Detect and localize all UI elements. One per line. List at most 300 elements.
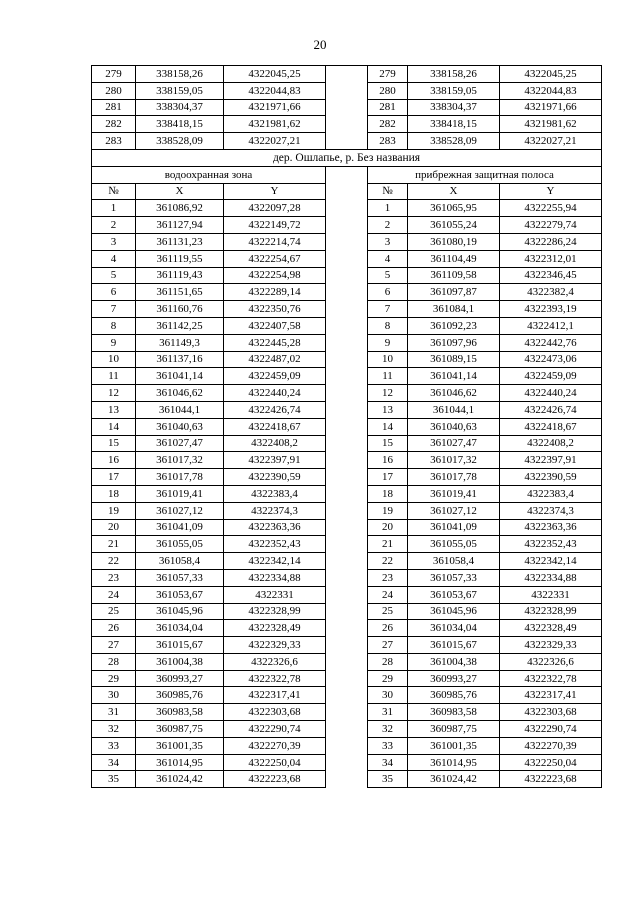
point-number-cell: 4 [368,250,408,267]
y-coordinate-cell: 4322044,83 [500,82,602,99]
point-number-cell: 6 [368,284,408,301]
y-coordinate-cell: 4322334,88 [224,569,326,586]
y-coordinate-cell: 4322473,06 [500,351,602,368]
column-gap [326,435,368,452]
point-number-cell: 23 [92,569,136,586]
table-row [92,771,602,788]
table-row [92,569,602,586]
section-title: дер. Ошлапье, р. Без названия [92,149,602,166]
y-coordinate-cell: 4322214,74 [224,233,326,250]
x-coordinate-cell: 338304,37 [136,99,224,116]
column-gap [326,233,368,250]
table-row [92,99,602,116]
table-row [92,435,602,452]
point-number-cell: 12 [368,385,408,402]
page-number: 20 [313,37,327,52]
table-row [92,82,602,99]
table-row [92,267,602,284]
point-number-cell: 3 [92,233,136,250]
point-number-cell: 30 [92,687,136,704]
column-gap [326,653,368,670]
x-coordinate-cell: 361053,67 [408,586,500,603]
y-coordinate-cell: 4321971,66 [224,99,326,116]
point-number-cell: 15 [92,435,136,452]
point-number-cell: 2 [92,217,136,234]
point-number-cell: 279 [92,66,136,83]
x-coordinate-cell: 361027,12 [136,502,224,519]
y-coordinate-cell: 4322270,39 [500,737,602,754]
x-coordinate-cell: 361024,42 [136,771,224,788]
table-row [92,721,602,738]
column-gap [326,721,368,738]
x-coordinate-cell: 361001,35 [408,737,500,754]
point-number-cell: 22 [368,553,408,570]
column-gap [326,82,368,99]
table-row [92,519,602,536]
point-number-cell: 32 [368,721,408,738]
x-coordinate-cell: 361014,95 [408,754,500,771]
point-number-cell: 29 [368,670,408,687]
x-coordinate-cell: 361142,25 [136,317,224,334]
x-coordinate-cell: 361131,23 [136,233,224,250]
x-coordinate-cell: 361034,04 [408,620,500,637]
y-coordinate-cell: 4322250,04 [224,754,326,771]
column-header-y: Y [500,183,602,200]
y-coordinate-cell: 4322326,6 [224,653,326,670]
table-row [92,301,602,318]
x-coordinate-cell: 361104,49 [408,250,500,267]
y-coordinate-cell: 4322250,04 [500,754,602,771]
y-coordinate-cell: 4322459,09 [500,368,602,385]
x-coordinate-cell: 361017,32 [136,452,224,469]
point-number-cell: 35 [92,771,136,788]
table-row [92,385,602,402]
column-gap [326,637,368,654]
point-number-cell: 3 [368,233,408,250]
x-coordinate-cell: 361019,41 [408,485,500,502]
column-gap [326,166,368,183]
x-coordinate-cell: 361041,14 [136,368,224,385]
y-coordinate-cell: 4322418,67 [500,418,602,435]
column-gap [326,569,368,586]
x-coordinate-cell: 361058,4 [408,553,500,570]
table-row [92,66,602,83]
table-row [92,401,602,418]
table-row [92,687,602,704]
y-coordinate-cell: 4322393,19 [500,301,602,318]
y-coordinate-cell: 4322254,98 [224,267,326,284]
y-coordinate-cell: 4322328,99 [224,603,326,620]
x-coordinate-cell: 361046,62 [408,385,500,402]
x-coordinate-cell: 361065,95 [408,200,500,217]
x-coordinate-cell: 361027,47 [136,435,224,452]
point-number-cell: 34 [368,754,408,771]
y-coordinate-cell: 4322027,21 [500,133,602,150]
y-coordinate-cell: 4321981,62 [224,116,326,133]
y-coordinate-cell: 4322383,4 [500,485,602,502]
point-number-cell: 1 [368,200,408,217]
y-coordinate-cell: 4322270,39 [224,737,326,754]
x-coordinate-cell: 361041,09 [136,519,224,536]
point-number-cell: 8 [368,317,408,334]
x-coordinate-cell: 361019,41 [136,485,224,502]
x-coordinate-cell: 361045,96 [408,603,500,620]
point-number-cell: 282 [92,116,136,133]
y-coordinate-cell: 4322290,74 [224,721,326,738]
x-coordinate-cell: 361044,1 [408,401,500,418]
x-coordinate-cell: 361015,67 [408,637,500,654]
x-coordinate-cell: 338418,15 [408,116,500,133]
x-coordinate-cell: 360983,58 [136,704,224,721]
y-coordinate-cell: 4322426,74 [500,401,602,418]
x-coordinate-cell: 338418,15 [136,116,224,133]
table-row [92,553,602,570]
point-number-cell: 16 [92,452,136,469]
column-gap [326,418,368,435]
x-coordinate-cell: 360985,76 [136,687,224,704]
point-number-cell: 11 [92,368,136,385]
x-coordinate-cell: 361017,78 [136,469,224,486]
point-number-cell: 28 [368,653,408,670]
x-coordinate-cell: 361109,58 [408,267,500,284]
x-coordinate-cell: 361017,32 [408,452,500,469]
column-gap [326,200,368,217]
column-gap [326,66,368,83]
y-coordinate-cell: 4322440,24 [224,385,326,402]
point-number-cell: 7 [368,301,408,318]
x-coordinate-cell: 361119,55 [136,250,224,267]
y-coordinate-cell: 4322317,41 [500,687,602,704]
y-coordinate-cell: 4322328,49 [224,620,326,637]
point-number-cell: 283 [92,133,136,150]
column-gap [326,670,368,687]
coordinates-table [91,65,602,788]
table-row [92,351,602,368]
y-coordinate-cell: 4322374,3 [224,502,326,519]
left-heading: водоохранная зона [92,166,326,183]
table-row [92,754,602,771]
column-gap [326,301,368,318]
y-coordinate-cell: 4322322,78 [224,670,326,687]
x-coordinate-cell: 360993,27 [136,670,224,687]
y-coordinate-cell: 4322445,28 [224,334,326,351]
y-coordinate-cell: 4322346,45 [500,267,602,284]
y-coordinate-cell: 4322223,68 [224,771,326,788]
column-header-x: X [136,183,224,200]
column-gap [326,368,368,385]
y-coordinate-cell: 4322044,83 [224,82,326,99]
y-coordinate-cell: 4322303,68 [224,704,326,721]
x-coordinate-cell: 361151,65 [136,284,224,301]
x-coordinate-cell: 361004,38 [136,653,224,670]
y-coordinate-cell: 4322334,88 [500,569,602,586]
point-number-cell: 6 [92,284,136,301]
x-coordinate-cell: 360987,75 [136,721,224,738]
y-coordinate-cell: 4322097,28 [224,200,326,217]
column-gap [326,334,368,351]
x-coordinate-cell: 361055,05 [136,536,224,553]
table-row [92,250,602,267]
point-number-cell: 25 [92,603,136,620]
point-number-cell: 18 [368,485,408,502]
y-coordinate-cell: 4322487,02 [224,351,326,368]
y-coordinate-cell: 4322352,43 [224,536,326,553]
column-gap [326,385,368,402]
y-coordinate-cell: 4322383,4 [224,485,326,502]
x-coordinate-cell: 361055,24 [408,217,500,234]
y-coordinate-cell: 4322342,14 [500,553,602,570]
column-gap [326,267,368,284]
point-number-cell: 30 [368,687,408,704]
point-number-cell: 28 [92,653,136,670]
x-coordinate-cell: 361046,62 [136,385,224,402]
x-coordinate-cell: 361027,12 [408,502,500,519]
y-coordinate-cell: 4322326,6 [500,653,602,670]
x-coordinate-cell: 361024,42 [408,771,500,788]
x-coordinate-cell: 361160,76 [136,301,224,318]
x-coordinate-cell: 361017,78 [408,469,500,486]
y-coordinate-cell: 4321971,66 [500,99,602,116]
point-number-cell: 17 [368,469,408,486]
point-number-cell: 34 [92,754,136,771]
y-coordinate-cell: 4322397,91 [500,452,602,469]
y-coordinate-cell: 4322363,36 [500,519,602,536]
point-number-cell: 33 [92,737,136,754]
column-gap [326,250,368,267]
table-row [92,603,602,620]
point-number-cell: 27 [92,637,136,654]
x-coordinate-cell: 361080,19 [408,233,500,250]
column-gap [326,620,368,637]
column-gap [326,401,368,418]
column-gap [326,502,368,519]
table-row [92,233,602,250]
x-coordinate-cell: 361014,95 [136,754,224,771]
point-number-cell: 8 [92,317,136,334]
point-number-cell: 5 [368,267,408,284]
point-number-cell: 25 [368,603,408,620]
column-gap [326,536,368,553]
y-coordinate-cell: 4322350,76 [224,301,326,318]
point-number-cell: 24 [368,586,408,603]
point-number-cell: 11 [368,368,408,385]
table-row [92,368,602,385]
table-row [92,670,602,687]
point-number-cell: 14 [92,418,136,435]
point-number-cell: 16 [368,452,408,469]
y-coordinate-cell: 4322374,3 [500,502,602,519]
x-coordinate-cell: 361053,67 [136,586,224,603]
x-coordinate-cell: 338304,37 [408,99,500,116]
table-row [92,418,602,435]
y-coordinate-cell: 4322045,25 [224,66,326,83]
y-coordinate-cell: 4322442,76 [500,334,602,351]
table-row [92,334,602,351]
column-header-number: № [368,183,408,200]
x-coordinate-cell: 361041,09 [408,519,500,536]
point-number-cell: 12 [92,385,136,402]
point-number-cell: 29 [92,670,136,687]
y-coordinate-cell: 4322045,25 [500,66,602,83]
table-row [92,284,602,301]
x-coordinate-cell: 361027,47 [408,435,500,452]
column-gap [326,586,368,603]
y-coordinate-cell: 4321981,62 [500,116,602,133]
x-coordinate-cell: 361040,63 [408,418,500,435]
y-coordinate-cell: 4322440,24 [500,385,602,402]
point-number-cell: 7 [92,301,136,318]
table-row [92,704,602,721]
column-gap [326,99,368,116]
table-row [92,452,602,469]
column-gap [326,116,368,133]
point-number-cell: 24 [92,586,136,603]
y-coordinate-cell: 4322322,78 [500,670,602,687]
x-coordinate-cell: 361092,23 [408,317,500,334]
x-coordinate-cell: 361040,63 [136,418,224,435]
point-number-cell: 9 [368,334,408,351]
point-number-cell: 10 [368,351,408,368]
y-coordinate-cell: 4322328,49 [500,620,602,637]
x-coordinate-cell: 361055,05 [408,536,500,553]
x-coordinate-cell: 361034,04 [136,620,224,637]
column-gap [326,553,368,570]
column-gap [326,469,368,486]
column-gap [326,452,368,469]
column-gap [326,351,368,368]
y-coordinate-cell: 4322329,33 [224,637,326,654]
point-number-cell: 9 [92,334,136,351]
x-coordinate-cell: 361058,4 [136,553,224,570]
x-coordinate-cell: 360983,58 [408,704,500,721]
x-coordinate-cell: 361057,33 [408,569,500,586]
table-row [92,116,602,133]
point-number-cell: 31 [368,704,408,721]
x-coordinate-cell: 361045,96 [136,603,224,620]
point-number-cell: 282 [368,116,408,133]
y-coordinate-cell: 4322254,67 [224,250,326,267]
x-coordinate-cell: 361119,43 [136,267,224,284]
point-number-cell: 32 [92,721,136,738]
column-header-number: № [92,183,136,200]
y-coordinate-cell: 4322027,21 [224,133,326,150]
y-coordinate-cell: 4322149,72 [224,217,326,234]
y-coordinate-cell: 4322255,94 [500,200,602,217]
y-coordinate-cell: 4322412,1 [500,317,602,334]
x-coordinate-cell: 360985,76 [408,687,500,704]
point-number-cell: 283 [368,133,408,150]
table-row [92,217,602,234]
point-number-cell: 26 [368,620,408,637]
x-coordinate-cell: 338528,09 [408,133,500,150]
table-row [92,536,602,553]
x-coordinate-cell: 361097,87 [408,284,500,301]
point-number-cell: 27 [368,637,408,654]
x-coordinate-cell: 338528,09 [136,133,224,150]
point-number-cell: 31 [92,704,136,721]
column-gap [326,754,368,771]
column-gap [326,737,368,754]
point-number-cell: 19 [368,502,408,519]
point-number-cell: 22 [92,553,136,570]
y-coordinate-cell: 4322390,59 [500,469,602,486]
column-gap [326,133,368,150]
y-coordinate-cell: 4322397,91 [224,452,326,469]
table-row [92,737,602,754]
point-number-cell: 17 [92,469,136,486]
column-gap [326,704,368,721]
y-coordinate-cell: 4322407,58 [224,317,326,334]
point-number-cell: 19 [92,502,136,519]
y-coordinate-cell: 4322390,59 [224,469,326,486]
point-number-cell: 21 [368,536,408,553]
right-heading: прибрежная защитная полоса [368,166,602,183]
point-number-cell: 20 [92,519,136,536]
point-number-cell: 280 [368,82,408,99]
table-row [92,586,602,603]
y-coordinate-cell: 4322223,68 [500,771,602,788]
point-number-cell: 5 [92,267,136,284]
y-coordinate-cell: 4322352,43 [500,536,602,553]
column-gap [326,183,368,200]
point-number-cell: 14 [368,418,408,435]
y-coordinate-cell: 4322426,74 [224,401,326,418]
y-coordinate-cell: 4322331 [500,586,602,603]
column-gap [326,687,368,704]
x-coordinate-cell: 361041,14 [408,368,500,385]
point-number-cell: 23 [368,569,408,586]
y-coordinate-cell: 4322459,09 [224,368,326,385]
column-gap [326,485,368,502]
point-number-cell: 20 [368,519,408,536]
top-rows [92,66,602,150]
column-header-y: Y [224,183,326,200]
x-coordinate-cell: 361044,1 [136,401,224,418]
x-coordinate-cell: 361001,35 [136,737,224,754]
x-coordinate-cell: 361004,38 [408,653,500,670]
y-coordinate-cell: 4322342,14 [224,553,326,570]
y-coordinate-cell: 4322408,2 [500,435,602,452]
point-number-cell: 1 [92,200,136,217]
x-coordinate-cell: 338159,05 [408,82,500,99]
point-number-cell: 10 [92,351,136,368]
y-coordinate-cell: 4322418,67 [224,418,326,435]
y-coordinate-cell: 4322363,36 [224,519,326,536]
x-coordinate-cell: 338158,26 [408,66,500,83]
y-coordinate-cell: 4322317,41 [224,687,326,704]
y-coordinate-cell: 4322331 [224,586,326,603]
y-coordinate-cell: 4322290,74 [500,721,602,738]
x-coordinate-cell: 361097,96 [408,334,500,351]
y-coordinate-cell: 4322289,14 [224,284,326,301]
x-coordinate-cell: 361057,33 [136,569,224,586]
point-number-cell: 279 [368,66,408,83]
y-coordinate-cell: 4322329,33 [500,637,602,654]
table-row [92,200,602,217]
table-row [92,637,602,654]
table-row [92,469,602,486]
x-coordinate-cell: 361084,1 [408,301,500,318]
table-row [92,133,602,150]
x-coordinate-cell: 361089,15 [408,351,500,368]
column-gap [326,771,368,788]
point-number-cell: 35 [368,771,408,788]
section-header [92,149,602,199]
point-number-cell: 21 [92,536,136,553]
point-number-cell: 18 [92,485,136,502]
table-row [92,317,602,334]
x-coordinate-cell: 361086,92 [136,200,224,217]
